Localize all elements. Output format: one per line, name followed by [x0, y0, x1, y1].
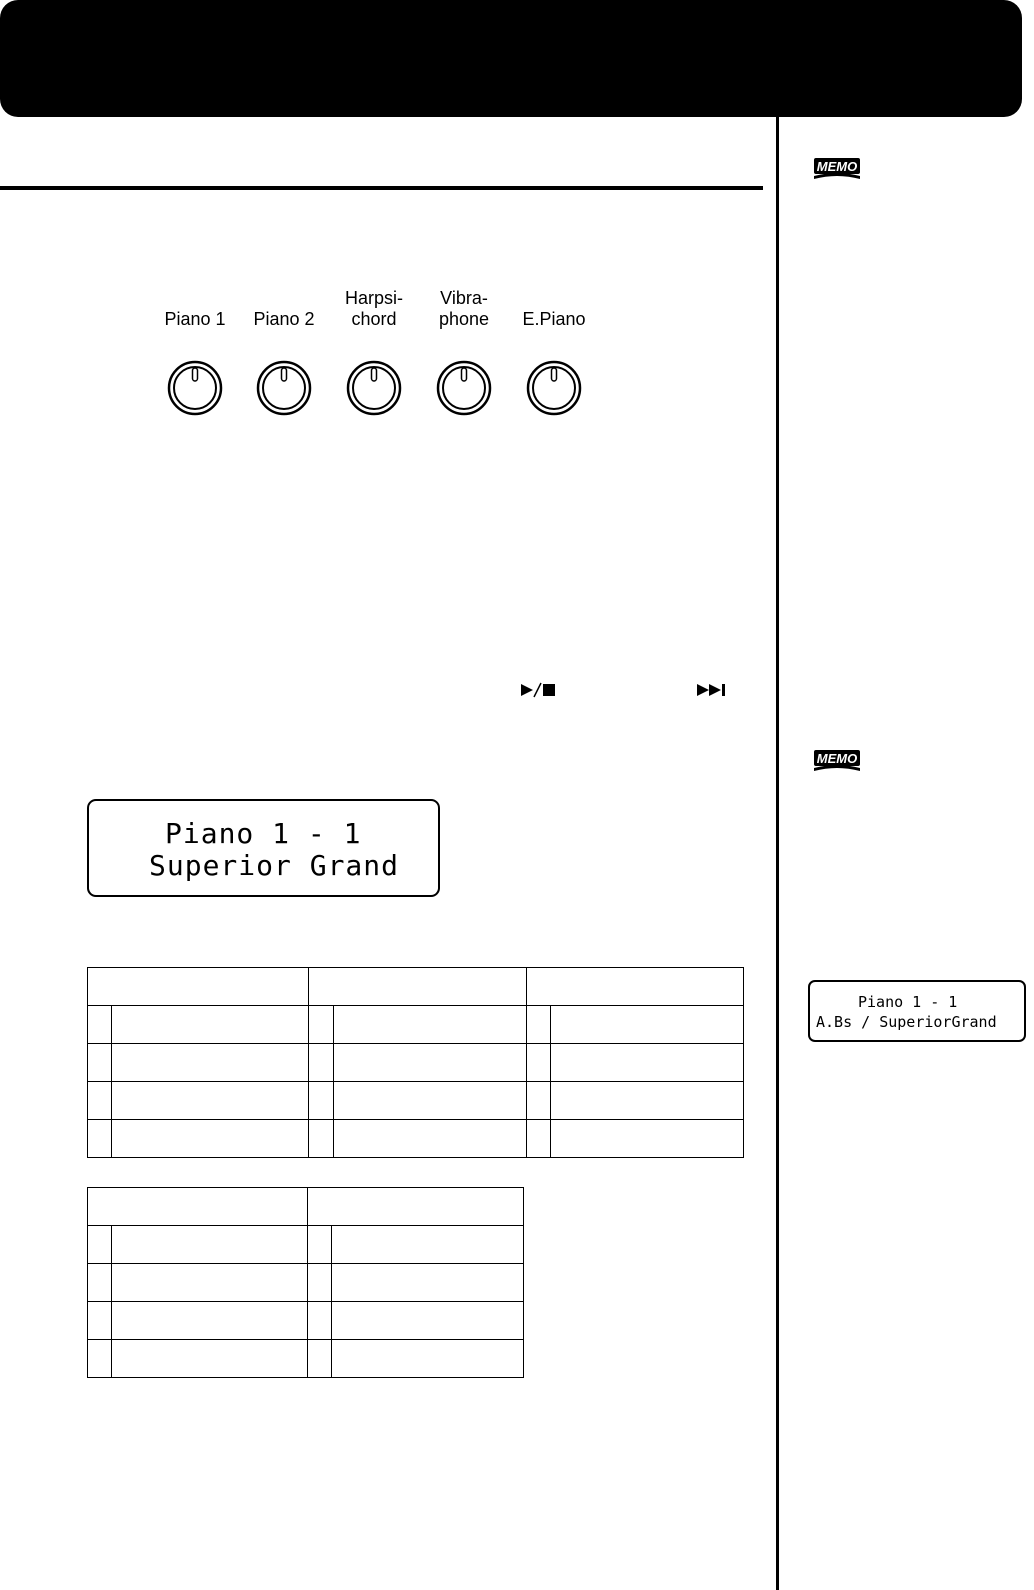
- table-cell: [88, 1044, 112, 1082]
- display-line-1: Piano 1 - 1: [858, 993, 958, 1011]
- lcd-display: [87, 799, 440, 897]
- tone-buttons-panel: [150, 282, 590, 417]
- knob-icon[interactable]: [167, 360, 223, 416]
- play-stop-icon: [519, 680, 557, 700]
- knob-icon[interactable]: [256, 360, 312, 416]
- table-cell: [309, 1082, 333, 1120]
- table-cell: [88, 1006, 112, 1044]
- table-cell: [526, 1082, 550, 1120]
- table-cell: [88, 1302, 112, 1340]
- table-cell: [308, 1302, 332, 1340]
- skip-forward-icon: [695, 680, 733, 700]
- table-cell: [308, 1340, 332, 1378]
- table-cell: [332, 1264, 524, 1302]
- tone-button-piano-2[interactable]: [239, 282, 329, 417]
- table-cell: [526, 1120, 550, 1158]
- section-heading-rule: [0, 186, 763, 190]
- table-row: [88, 1226, 524, 1264]
- table-header-cell: [88, 1188, 308, 1226]
- table-cell: [333, 1044, 526, 1082]
- table-cell: [112, 1226, 308, 1264]
- memo-icon: [812, 748, 862, 772]
- table-cell: [333, 1006, 526, 1044]
- memo-icon: [812, 156, 862, 180]
- table-cell: [526, 1006, 550, 1044]
- table-row: [88, 1120, 744, 1158]
- table-cell: [88, 1264, 112, 1302]
- tone-button-label: E.Piano: [522, 309, 586, 329]
- table-cell: [308, 1226, 332, 1264]
- table-cell: [112, 1082, 309, 1120]
- table-cell: [88, 1082, 112, 1120]
- table-cell: [309, 1006, 333, 1044]
- table-cell: [332, 1226, 524, 1264]
- table-cell: [112, 1340, 308, 1378]
- table-cell: [551, 1044, 744, 1082]
- display-line-2: A.Bs / SuperiorGrand: [816, 1013, 997, 1031]
- knob-icon[interactable]: [526, 360, 582, 416]
- chapter-header-bar: [0, 0, 1022, 117]
- table-cell: [88, 1226, 112, 1264]
- table-header-cell: [308, 1188, 524, 1226]
- table-header-cell: [88, 968, 309, 1006]
- tone-button-label: Piano 2: [253, 309, 315, 329]
- tone-button-harpsichord[interactable]: [329, 282, 419, 417]
- table-cell: [333, 1082, 526, 1120]
- table-cell: [88, 1120, 112, 1158]
- table-row: [88, 1082, 744, 1120]
- table-cell: [112, 1120, 309, 1158]
- table-cell: [526, 1044, 550, 1082]
- table-row: [88, 1340, 524, 1378]
- tone-list-table-2: [87, 1187, 524, 1378]
- tone-button-label: Piano 1: [164, 309, 226, 329]
- knob-icon[interactable]: [346, 360, 402, 416]
- table-cell: [88, 1340, 112, 1378]
- tone-button-piano-1[interactable]: [150, 282, 240, 417]
- table-row: [88, 1264, 524, 1302]
- tone-button-vibraphone[interactable]: [419, 282, 509, 417]
- display-line-2: Superior Grand: [149, 849, 400, 882]
- table-cell: [333, 1120, 526, 1158]
- table-cell: [551, 1006, 744, 1044]
- table-cell: [332, 1340, 524, 1378]
- tone-button-e-piano[interactable]: [509, 282, 599, 417]
- table-row: [88, 1006, 744, 1044]
- table-header-cell: [309, 968, 526, 1006]
- knob-icon[interactable]: [436, 360, 492, 416]
- table-cell: [112, 1264, 308, 1302]
- tone-button-label: Vibra- phone: [438, 288, 490, 329]
- tone-list-table: [87, 967, 744, 1158]
- table-row: [88, 1302, 524, 1340]
- table-cell: [309, 1044, 333, 1082]
- table-cell: [112, 1044, 309, 1082]
- table-header-row: [88, 968, 744, 1006]
- table-cell: [309, 1120, 333, 1158]
- table-cell: [332, 1302, 524, 1340]
- table-cell: [112, 1006, 309, 1044]
- table-header-row: [88, 1188, 524, 1226]
- table-row: [88, 1044, 744, 1082]
- table-header-cell: [526, 968, 743, 1006]
- svg-text:MEMO: MEMO: [816, 751, 858, 766]
- table-cell: [112, 1302, 308, 1340]
- table-cell: [551, 1120, 744, 1158]
- table-cell: [308, 1264, 332, 1302]
- table-cell: [551, 1082, 744, 1120]
- svg-text:MEMO: MEMO: [816, 159, 858, 174]
- tone-button-label: Harpsi- chord: [344, 288, 403, 329]
- display-line-1: Piano 1 - 1: [165, 817, 362, 850]
- margin-divider: [776, 117, 779, 1590]
- lcd-display-small: [808, 980, 1026, 1042]
